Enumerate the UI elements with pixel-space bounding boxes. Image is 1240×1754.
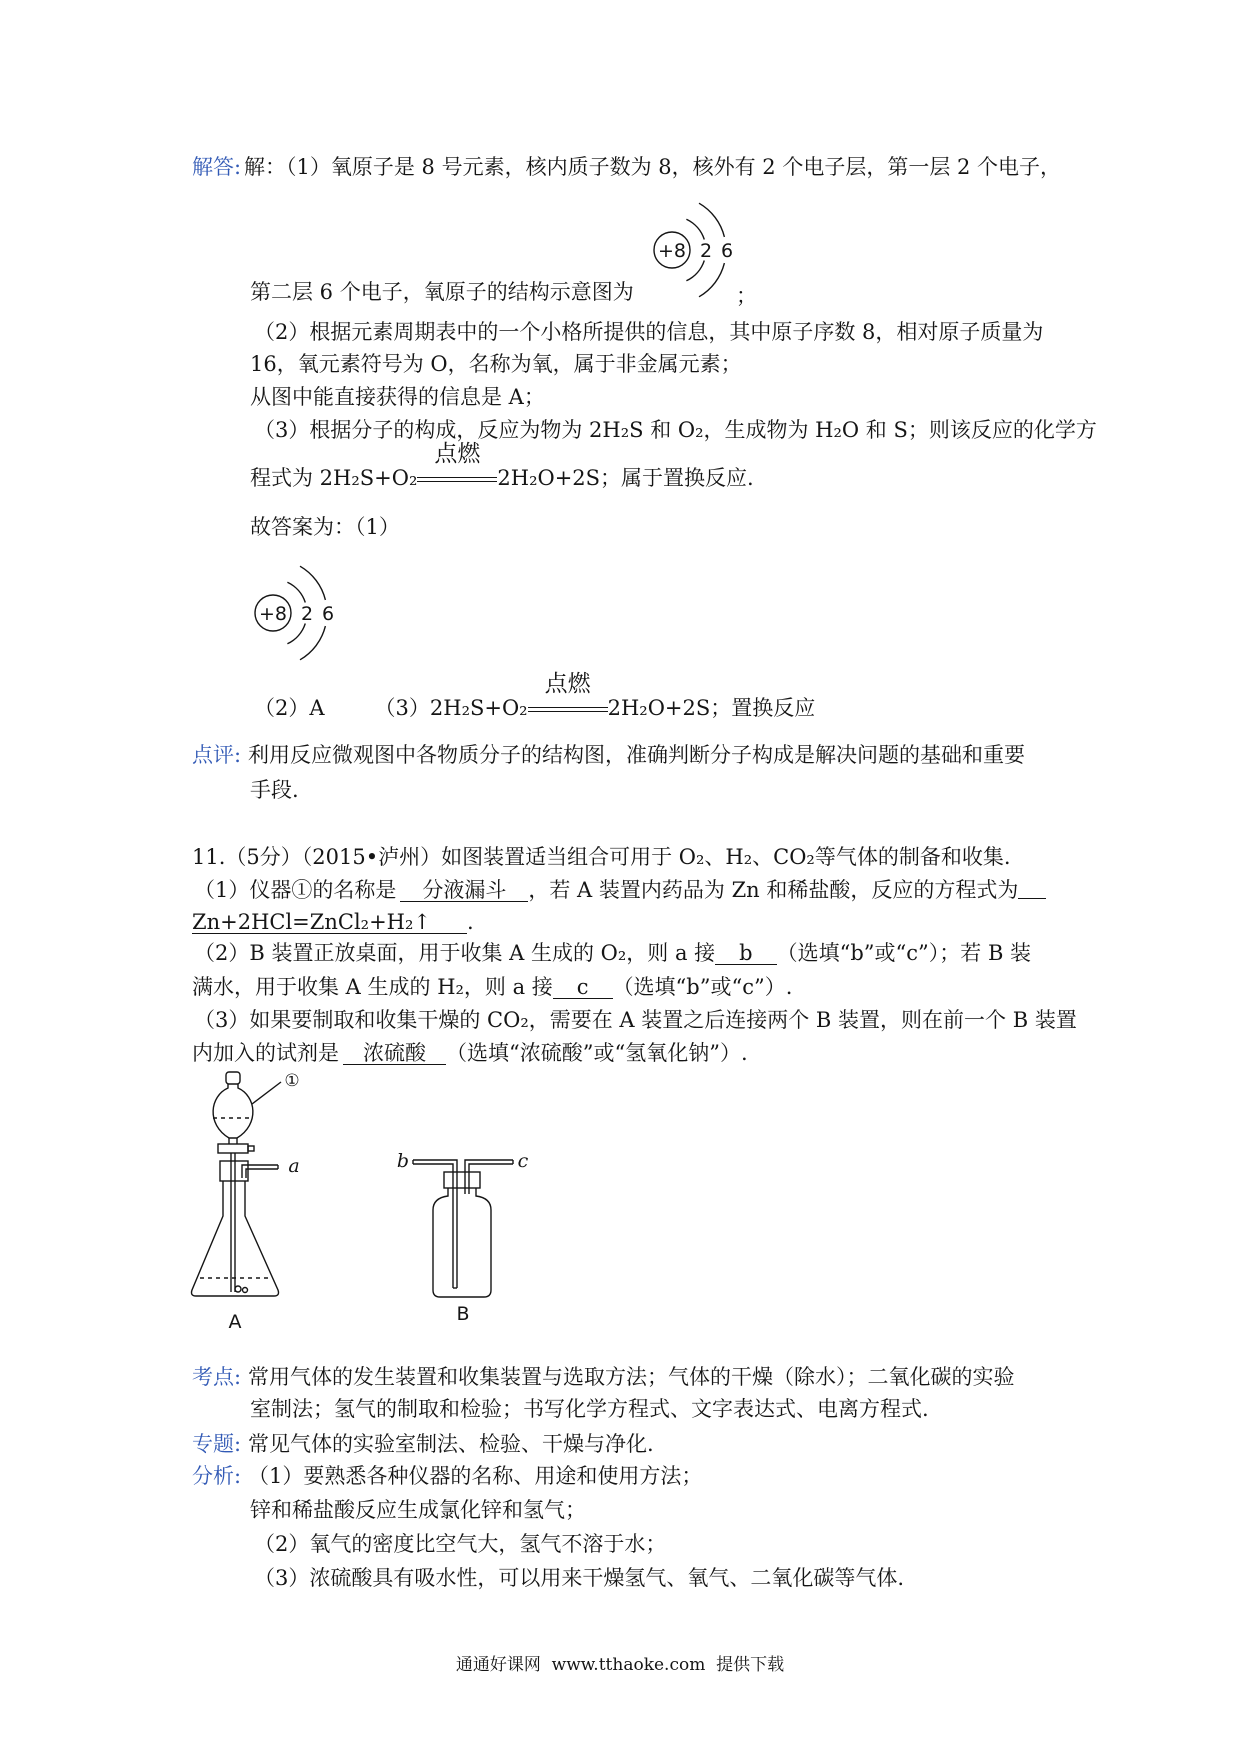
stopcock-knob [248,1146,254,1151]
shell-2-count: 6 [321,603,335,625]
final-answer-line-2 [254,671,816,721]
answer-line-2-end: ； [736,284,757,308]
zhuanti-line: 常见气体的实验室制法、检验、干燥与净化. [248,1432,654,1456]
shell-2-arc-upper [300,566,325,600]
port-c-label: c [517,1150,529,1172]
flask-stopper [220,1161,248,1181]
page-footer: 通通好课网 www.tthaoke.com 提供下载 [455,1655,785,1675]
answer-line-2: 第二层 6 个电子，氧原子的结构示意图为 [250,280,634,304]
equation-reactants: 程式为 2H₂S+O₂ [250,466,418,490]
apparatus-b-figure [395,1140,545,1330]
apparatus-a-figure [180,1066,330,1338]
question-11-head: 11.（5分）（2015•泸州）如图装置适当组合可用于 O₂、H₂、CO₂等气体的制备和收集. [192,845,1011,869]
marker-label: ① [284,1071,300,1091]
answer-blank-port-1: b [715,942,776,965]
question-11-part-2b [192,974,792,1000]
question-11-part-2 [194,940,1031,966]
shell-1-count: 2 [300,603,314,625]
stopcock [218,1144,248,1153]
answer-line-6: （3）根据分子的构成，反应为物为 2H₂S 和 O₂，生成物为 H₂O 和 S；则该反应的化学方 [254,418,1097,442]
shell-1-arc-upper [686,219,704,239]
final-answer-line: 故答案为：（1） [250,515,400,539]
answer-blank-instrument: 分液漏斗 [400,879,528,902]
part-2-text-mid: （选填“b”或“c”）；若 B 装 [776,941,1032,965]
shell-1-count: 2 [699,240,713,262]
answer-line-4: 16，氧元素符号为 O，名称为氧，属于非金属元素； [250,352,742,376]
fenxi-line-4: （3）浓硫酸具有吸水性，可以用来干燥氢气、氧气、二氧化碳等气体. [254,1566,905,1590]
part-3b-text: 内加入的试剂是 [192,1041,339,1065]
side-tube-inner [246,1169,278,1178]
question-11-part-1-equation [192,909,474,935]
answer-equation-line [250,441,754,491]
apparatus-b-label: B [456,1303,470,1325]
condition-label: 点燃 [544,671,591,697]
part-2b-text: 满水，用于收集 A 生成的 H₂，则 a 接 [192,975,553,999]
answer-part-3-reactants: （3）2H₂S+O₂ [374,696,528,720]
comment-label: 点评: [192,743,242,767]
zinc-granule [243,1288,248,1293]
fenxi-line-1: （1）要熟悉各种仪器的名称、用途和使用方法； [248,1464,703,1488]
answer-line-3: （2）根据元素周期表中的一个小格所提供的信息，其中原子序数 8，相对原子质量为 [254,320,1044,344]
nucleus-charge: +8 [657,240,687,262]
equation-products: 2H₂O+2S；属于置换反应. [497,466,754,490]
shell-1-arc-upper [287,582,305,602]
comment-line-1: 利用反应微观图中各物质分子的结构图，准确判断分子构成是解决问题的基础和重要 [248,743,1025,767]
answer-line-5: 从图中能直接获得的信息是 A； [250,385,545,409]
double-line [528,707,608,712]
answer-blank-reagent: 浓硫酸 [343,1042,446,1065]
condition-label: 点燃 [434,441,481,467]
shell-2-arc-lower [300,626,325,660]
oxygen-atom-diagram-answer [248,558,348,668]
oxygen-atom-diagram [647,195,747,305]
question-11-part-3: （3）如果要制取和收集干燥的 CO₂，需要在 A 装置之后连接两个 B 装置，则在前一个 B 装置 [194,1008,1077,1032]
zinc-granule [235,1286,241,1292]
kaodian-label: 考点: [192,1365,242,1389]
reaction-condition [417,441,497,488]
question-11-part-1 [194,877,1046,903]
answer-line-1: 解：（1）氧原子是 8 号元素，核内质子数为 8，核外有 2 个电子层，第一层 2 个电子， [244,155,1062,179]
reaction-condition [528,671,608,718]
double-line [417,477,497,482]
funnel-stopper [226,1072,240,1084]
bottle-stopper [444,1172,480,1188]
marker-leader-line [252,1082,281,1104]
nucleus-charge: +8 [258,603,288,625]
part-3b-end: （选填“浓硫酸”或“氢氧化钠”）. [446,1041,748,1065]
part-1-end: . [467,910,474,934]
comment-line-2: 手段. [250,778,299,802]
part-2-text: （2）B 装置正放桌面，用于收集 A 生成的 O₂，则 a 接 [194,941,716,965]
answer-part-2: （2）A [254,696,325,720]
shell-1-arc-lower [287,624,305,644]
port-a-label: a [288,1155,300,1177]
answer-blank-tail [1018,878,1046,899]
shell-2-arc-lower [699,263,724,297]
shell-2-count: 6 [720,240,734,262]
fenxi-line-2: 锌和稀盐酸反应生成氯化锌和氢气； [250,1498,586,1522]
separatory-funnel-bulb [213,1084,253,1138]
port-b-label: b [396,1150,410,1172]
kaodian-line-1: 常用气体的发生装置和收集装置与选取方法；气体的干燥（除水）；二氧化碳的实验 [248,1365,1015,1389]
fenxi-line-3: （2）氧气的密度比空气大，氢气不溶于水； [254,1532,667,1556]
fenxi-label: 分析: [192,1464,242,1488]
answer-blank-equation: Zn+2HCl=ZnCl₂+H₂↑ [192,911,467,934]
part-2b-end: （选填“b”或“c”）. [612,975,793,999]
answer-label: 解答: [192,155,242,179]
part-1-text: （1）仪器①的名称是 [194,878,397,902]
gas-bottle [433,1188,491,1297]
question-11-part-3b [192,1040,748,1066]
shell-1-arc-lower [686,261,704,281]
zhuanti-label: 专题: [192,1432,242,1456]
answer-blank-port-2: c [553,976,613,999]
answer-part-3-products: 2H₂O+2S；置换反应 [607,696,816,720]
part-1-text-mid: ，若 A 装置内药品为 Zn 和稀盐酸，反应的方程式为 [528,878,1019,902]
shell-2-arc-upper [699,203,724,237]
kaodian-line-2: 室制法；氢气的制取和检验；书写化学方程式、文字表达式、电离方程式. [250,1397,929,1421]
apparatus-a-label: A [228,1311,242,1333]
